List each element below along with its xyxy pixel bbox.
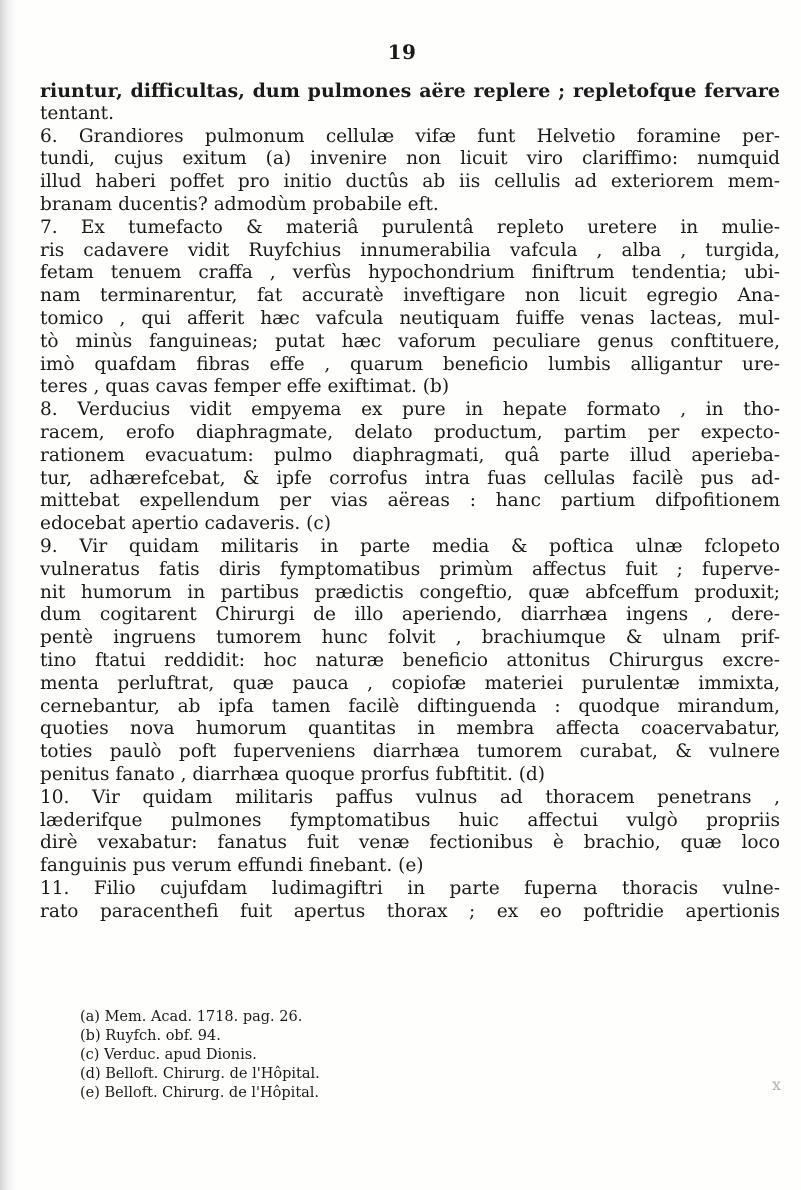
text-line: mittebat expellendum per vias aëreas : hanc partium difpofitionem	[40, 490, 780, 512]
text-line: 11. Filio cujufdam ludimagiftri in parte fuperna thoracis vulne-	[40, 877, 780, 899]
binding-shadow	[0, 0, 14, 1190]
text-line: fetam tenuem craffa , verfùs hypochondrium finiftrum tendentia; ubi-	[40, 262, 780, 284]
text-line: 7. Ex tumefacto & materiâ purulentâ repleto uretere in mulie-	[40, 216, 780, 238]
text-line: teres , quas cavas femper effe exiftimat. (b)	[40, 376, 450, 398]
text-line: 10. Vir quidam militaris paffus vulnus ad thoracem penetrans ,	[40, 786, 780, 808]
text-line: tò minùs fanguineas; putat hæc vaforum peculiare genus conftituere,	[40, 330, 780, 352]
text-line: tentant.	[40, 102, 114, 124]
text-line: riuntur, difficultas, dum pulmones aëre replere ; repletofque fervare	[40, 80, 780, 102]
text-line: nam terminarentur, fat accuratè inveftigare non licuit egregio Ana-	[40, 285, 780, 307]
footnote-e: (e) Belloft. Chirurg. de l'Hôpital.	[80, 1085, 320, 1101]
text-line: tomico , qui afferit hæc vafcula neutiquam fuiffe venas lacteas, mul-	[40, 307, 780, 329]
text-line: 9. Vir quidam militaris in parte media & poftica ulnæ fclopeto	[40, 535, 780, 557]
text-line: rationem evacuatum: pulmo diaphragmati, quâ parte illud aperieba-	[40, 444, 780, 466]
text-line: nit humorum in partibus prædictis congeftio, quæ abfceffum produxit;	[40, 581, 780, 603]
text-line: edocebat apertio cadaveris. (c)	[40, 513, 331, 535]
text-line: tundi, cujus exitum (a) invenire non licuit viro clariffimo: numquid	[40, 148, 780, 170]
footnote-a: (a) Mem. Acad. 1718. pag. 26.	[80, 1009, 303, 1025]
text-line: penitus fanato , diarrhæa quoque prorfus fubftitit. (d)	[40, 763, 545, 785]
text-line: tino ftatui reddidit: hoc naturæ beneficio attonitus Chirurgus excre-	[40, 649, 780, 671]
page-number: 19	[387, 40, 417, 64]
text-line: toties paulò poft fuperveniens diarrhæa tumorem curabat, & vulnere	[40, 741, 780, 763]
text-line: pentè ingruens tumorem hunc folvit , brachiumque & ulnam prif-	[40, 627, 780, 649]
text-line: racem, erofo diaphragmate, delato productum, partim per expecto-	[40, 421, 780, 443]
footnotes	[80, 1008, 480, 1103]
text-line: cernebantur, ab ipfa tamen facilè diftinguenda : quodque mirandum,	[40, 695, 780, 717]
text-line: tur, adhærefcebat, & ipfe corrofus intra fuas cellulas facilè pus ad-	[40, 467, 780, 489]
footnote-b: (b) Ruyfch. obf. 94.	[80, 1028, 221, 1044]
text-line: 8. Verducius vidit empyema ex pure in hepate formato , in tho-	[40, 399, 780, 421]
footnote-d: (d) Belloft. Chirurg. de l'Hôpital.	[80, 1066, 320, 1082]
text-line: 6. Grandiores pulmonum cellulæ vifæ funt Helvetio foramine per-	[40, 125, 780, 147]
text-line: imò quafdam fibras effe , quarum beneficio lumbis alligantur ure-	[40, 353, 780, 375]
text-line: ris cadavere vidit Ruyfchius innumerabilia vafcula , alba , turgida,	[40, 239, 780, 261]
corner-mark: x	[771, 1075, 781, 1094]
main-text	[40, 80, 780, 923]
text-line: illud haberi poffet pro initio ductûs ab iis cellulis ad exteriorem mem-	[40, 171, 780, 193]
text-line: rato paracenthefi fuit apertus thorax ; ex eo poftridie apertionis	[40, 900, 780, 922]
text-line: quoties nova humorum quantitas in membra affecta coacervabatur,	[40, 718, 780, 740]
footnote-c: (c) Verduc. apud Dionis.	[80, 1047, 257, 1063]
text-line: branam ducentis? admodùm probabile eft.	[40, 193, 439, 215]
text-line: dum cogitarent Chirurgi de illo aperiendo, diarrhæa ingens , dere-	[40, 604, 780, 626]
text-line: dirè vexabatur: fanatus fuit venæ fectionibus è brachio, quæ loco	[40, 832, 780, 854]
text-line: fanguinis pus verum effundi finebant. (e)	[40, 855, 424, 877]
text-line: læderifque pulmones fymptomatibus huic affectui vulgò propriis	[40, 809, 780, 831]
text-line: vulneratus fatis diris fymptomatibus primùm affectus fuit ; fuperve-	[40, 558, 780, 580]
text-line: menta perluftrat, quæ pauca , copiofæ materiei purulentæ immixta,	[40, 672, 780, 694]
